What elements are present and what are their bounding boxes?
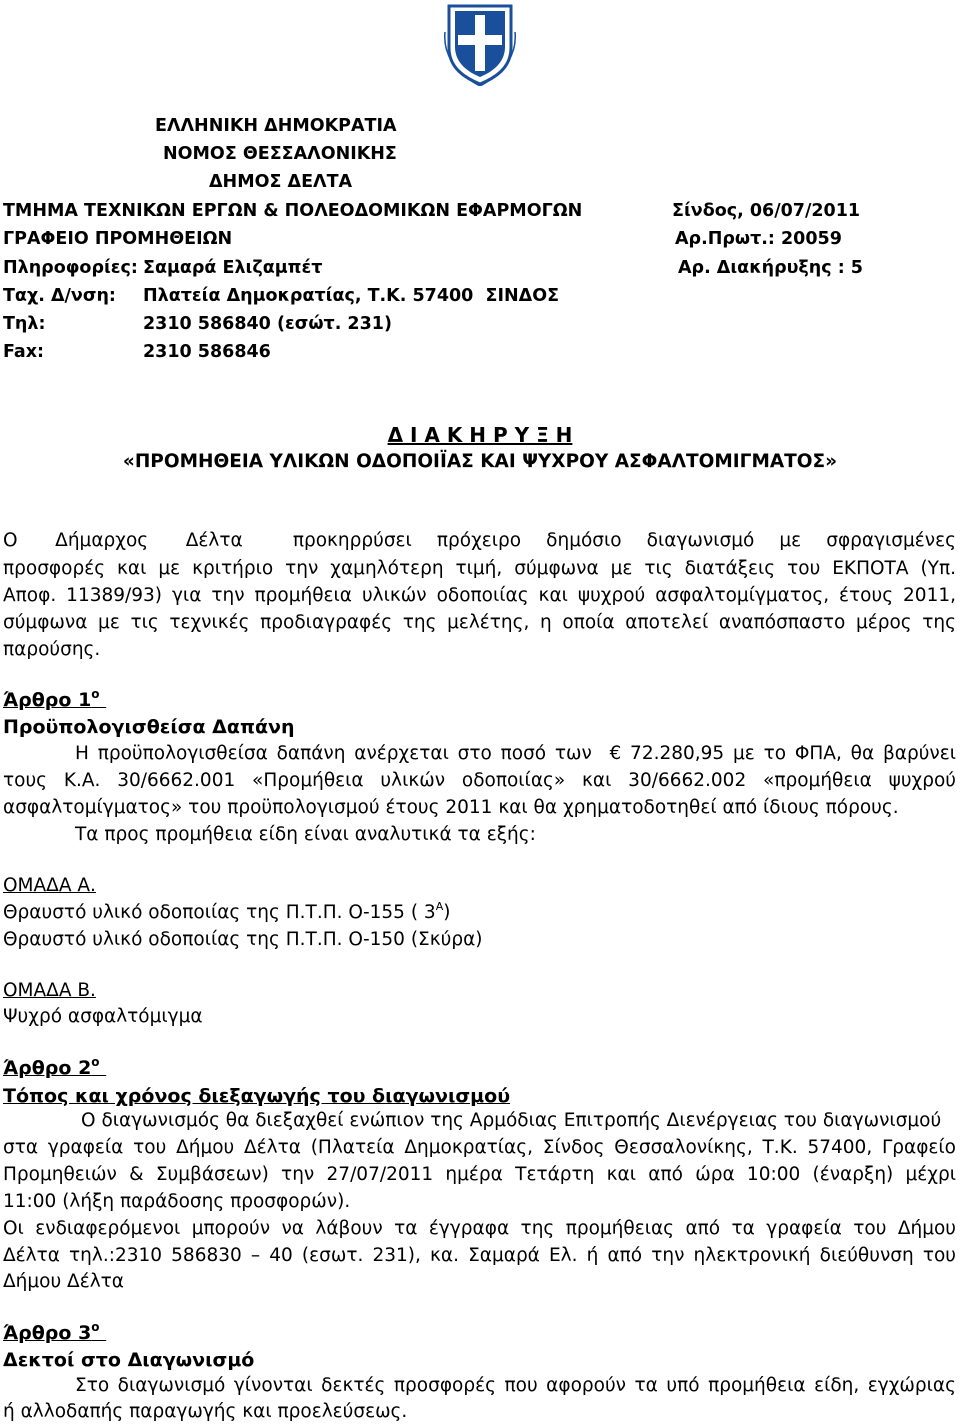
article-1-label-text: Άρθρο 1 <box>3 689 92 711</box>
phone-label: Τηλ: <box>3 314 46 334</box>
group-b-label: ΟΜΑΔΑ Β. <box>3 980 96 1001</box>
intro-line: προσφορές και με κριτήριο την χαμηλότερη τιμή, σύμφωνα με τις διατάξεις του ΕΚΠΟΤΑ (Υπ. <box>3 558 956 579</box>
department-name: ΤΜΗΜΑ ΤΕΧΝΙΚΩΝ ΕΡΓΩΝ & ΠΟΛΕΟΔΟΜΙΚΩΝ ΕΦΑΡΜΟΓΩΝ <box>3 201 583 221</box>
article-1-title: Προϋπολογισθείσα Δαπάνη <box>3 716 295 738</box>
article-3-ordinal: ο <box>91 1320 100 1334</box>
article-2-line: Προμηθειών & Συμβάσεων) την 27/07/2011 ημέρα Τετάρτη και από ώρα 10:00 (έναρξη) μέχρι <box>3 1164 956 1185</box>
article-1-line: Τα προς προμήθεια είδη είναι αναλυτικά τα εξής: <box>75 824 536 845</box>
address-value: Πλατεία Δημοκρατίας, Τ.Κ. 57400 ΣΙΝΔΟΣ <box>143 286 560 306</box>
article-3-title: Δεκτοί στο Διαγωνισμό <box>3 1349 255 1371</box>
address-label: Ταχ. Δ/νση: <box>3 286 116 306</box>
article-2-label-text: Άρθρο 2 <box>3 1057 92 1079</box>
article-1-label <box>3 689 106 711</box>
article-1-line: ασφαλτομίγματος» του προϋπολογισμού έτους 2011 και θα χρηματοδοτηθεί από ίδιους πόρους. <box>3 797 899 818</box>
article-1-ordinal: ο <box>91 687 100 701</box>
article-3-line: Στο διαγωνισμό γίνονται δεκτές προσφορές που αφορούν τα υπό προμήθεια είδη, εγχώριας <box>75 1375 956 1396</box>
article-3-label-text: Άρθρο 3 <box>3 1322 92 1344</box>
document-subject: «ΠΡΟΜΗΘΕΙΑ ΥΛΙΚΩΝ ΟΔΟΠΟΙΪΑΣ ΚΑΙ ΨΥΧΡΟΥ ΑΣΦΑΛΤΟΜΙΓΜΑΤΟΣ» <box>122 451 838 472</box>
protocol-number: Αρ.Πρωτ.: 20059 <box>675 229 842 249</box>
fax-label: Fax: <box>3 342 45 362</box>
group-a-item-text: Θραυστό υλικό οδοποιίας της Π.Τ.Π. Ο-155 ( 3 <box>3 902 436 923</box>
article-2-line: Δέλτα τηλ.:2310 586830 – 40 (εσωτ. 231), κα. Σαμαρά Ελ. ή από την ηλεκτρονική διεύθυνση του <box>3 1245 956 1266</box>
article-2-line: 11:00 (λήξη παράδοσης προσφορών). <box>3 1191 351 1212</box>
intro-line: Αποφ. 11389/93) για την προμήθεια υλικών οδοποιίας και ψυχρού ασφαλτομίγματος, έτους 2011, <box>3 585 956 606</box>
article-2-ordinal: ο <box>91 1055 100 1069</box>
info-label: Πληροφορίες: <box>3 258 138 278</box>
article-2-line: Οι ενδιαφερόμενοι μπορούν να λάβουν τα έγγραφα της προμήθειας από τα γραφεία του Δήμου <box>3 1218 956 1239</box>
fax-value: 2310 586846 <box>143 342 271 362</box>
group-a-item <box>3 902 450 923</box>
municipality-name: ΔΗΜΟΣ ΔΕΛΤΑ <box>209 172 353 192</box>
document-heading: Δ Ι Α Κ Η Ρ Υ Ξ Η <box>387 423 573 447</box>
article-1-line: τους Κ.Α. 30/6662.001 «Προμήθεια υλικών οδοποιίας» και 30/6662.002 «προμήθεια ψυχρού <box>3 770 956 791</box>
article-2-line: Δήμου Δέλτα <box>3 1271 124 1292</box>
place-date: Σίνδος, 06/07/2011 <box>672 201 861 221</box>
article-3-line: ή αλλοδαπής παραγωγής και προελεύσεως. <box>3 1401 408 1422</box>
office-name: ΓΡΑΦΕΙΟ ΠΡΟΜΗΘΕΙΩΝ <box>3 229 233 249</box>
info-value: Σαμαρά Ελιζαμπέτ <box>143 258 323 278</box>
group-a-item-end: ) <box>443 902 451 923</box>
article-2-title: Τόπος και χρόνος διεξαγωγής του διαγωνισμού <box>3 1085 511 1107</box>
group-a-item-sup: Α <box>435 900 444 913</box>
article-2-line: στα γραφεία του Δήμου Δέλτα (Πλατεία Δημοκρατίας, Σίνδος Θεσσαλονίκης, Τ.Κ. 57400, Γραφείο <box>3 1137 956 1158</box>
article-3-label <box>3 1322 106 1344</box>
prefecture-name: ΝΟΜΟΣ ΘΕΣΣΑΛΟΝΙΚΗΣ <box>163 144 397 164</box>
greek-coat-of-arms-emblem <box>443 2 517 86</box>
notice-number: Αρ. Διακήρυξης : 5 <box>678 258 863 278</box>
intro-line: Ο Δήμαρχος Δέλτα προκηρρύσει πρόχειρο δημόσιο διαγωνισμό με σφραγισμένες <box>3 530 956 551</box>
group-a-label: ΟΜΑΔΑ Α. <box>3 875 96 896</box>
state-name: ΕΛΛΗΝΙΚΗ ΔΗΜΟΚΡΑΤΙΑ <box>155 116 397 136</box>
intro-line: σύμφωνα με τις τεχνικές προδιαγραφές της μελέτης, η οποία αποτελεί αναπόσπαστο μέρος της <box>3 612 956 633</box>
article-2-line: Ο διαγωνισμός θα διεξαχθεί ενώπιον της Αρμόδιας Επιτροπής Διενέργειας του διαγωνισμού <box>81 1110 942 1131</box>
intro-line: παρούσης. <box>3 639 101 660</box>
phone-value: 2310 586840 (εσώτ. 231) <box>143 314 392 334</box>
article-2-label <box>3 1057 106 1079</box>
article-1-line: Η προϋπολογισθείσα δαπάνη ανέρχεται στο ποσό των € 72.280,95 με το ΦΠΑ, θα βαρύνει <box>75 743 956 764</box>
group-b-item: Ψυχρό ασφαλτόμιγμα <box>3 1006 203 1027</box>
group-a-item: Θραυστό υλικό οδοποιίας της Π.Τ.Π. Ο-150 (Σκύρα) <box>3 929 483 950</box>
